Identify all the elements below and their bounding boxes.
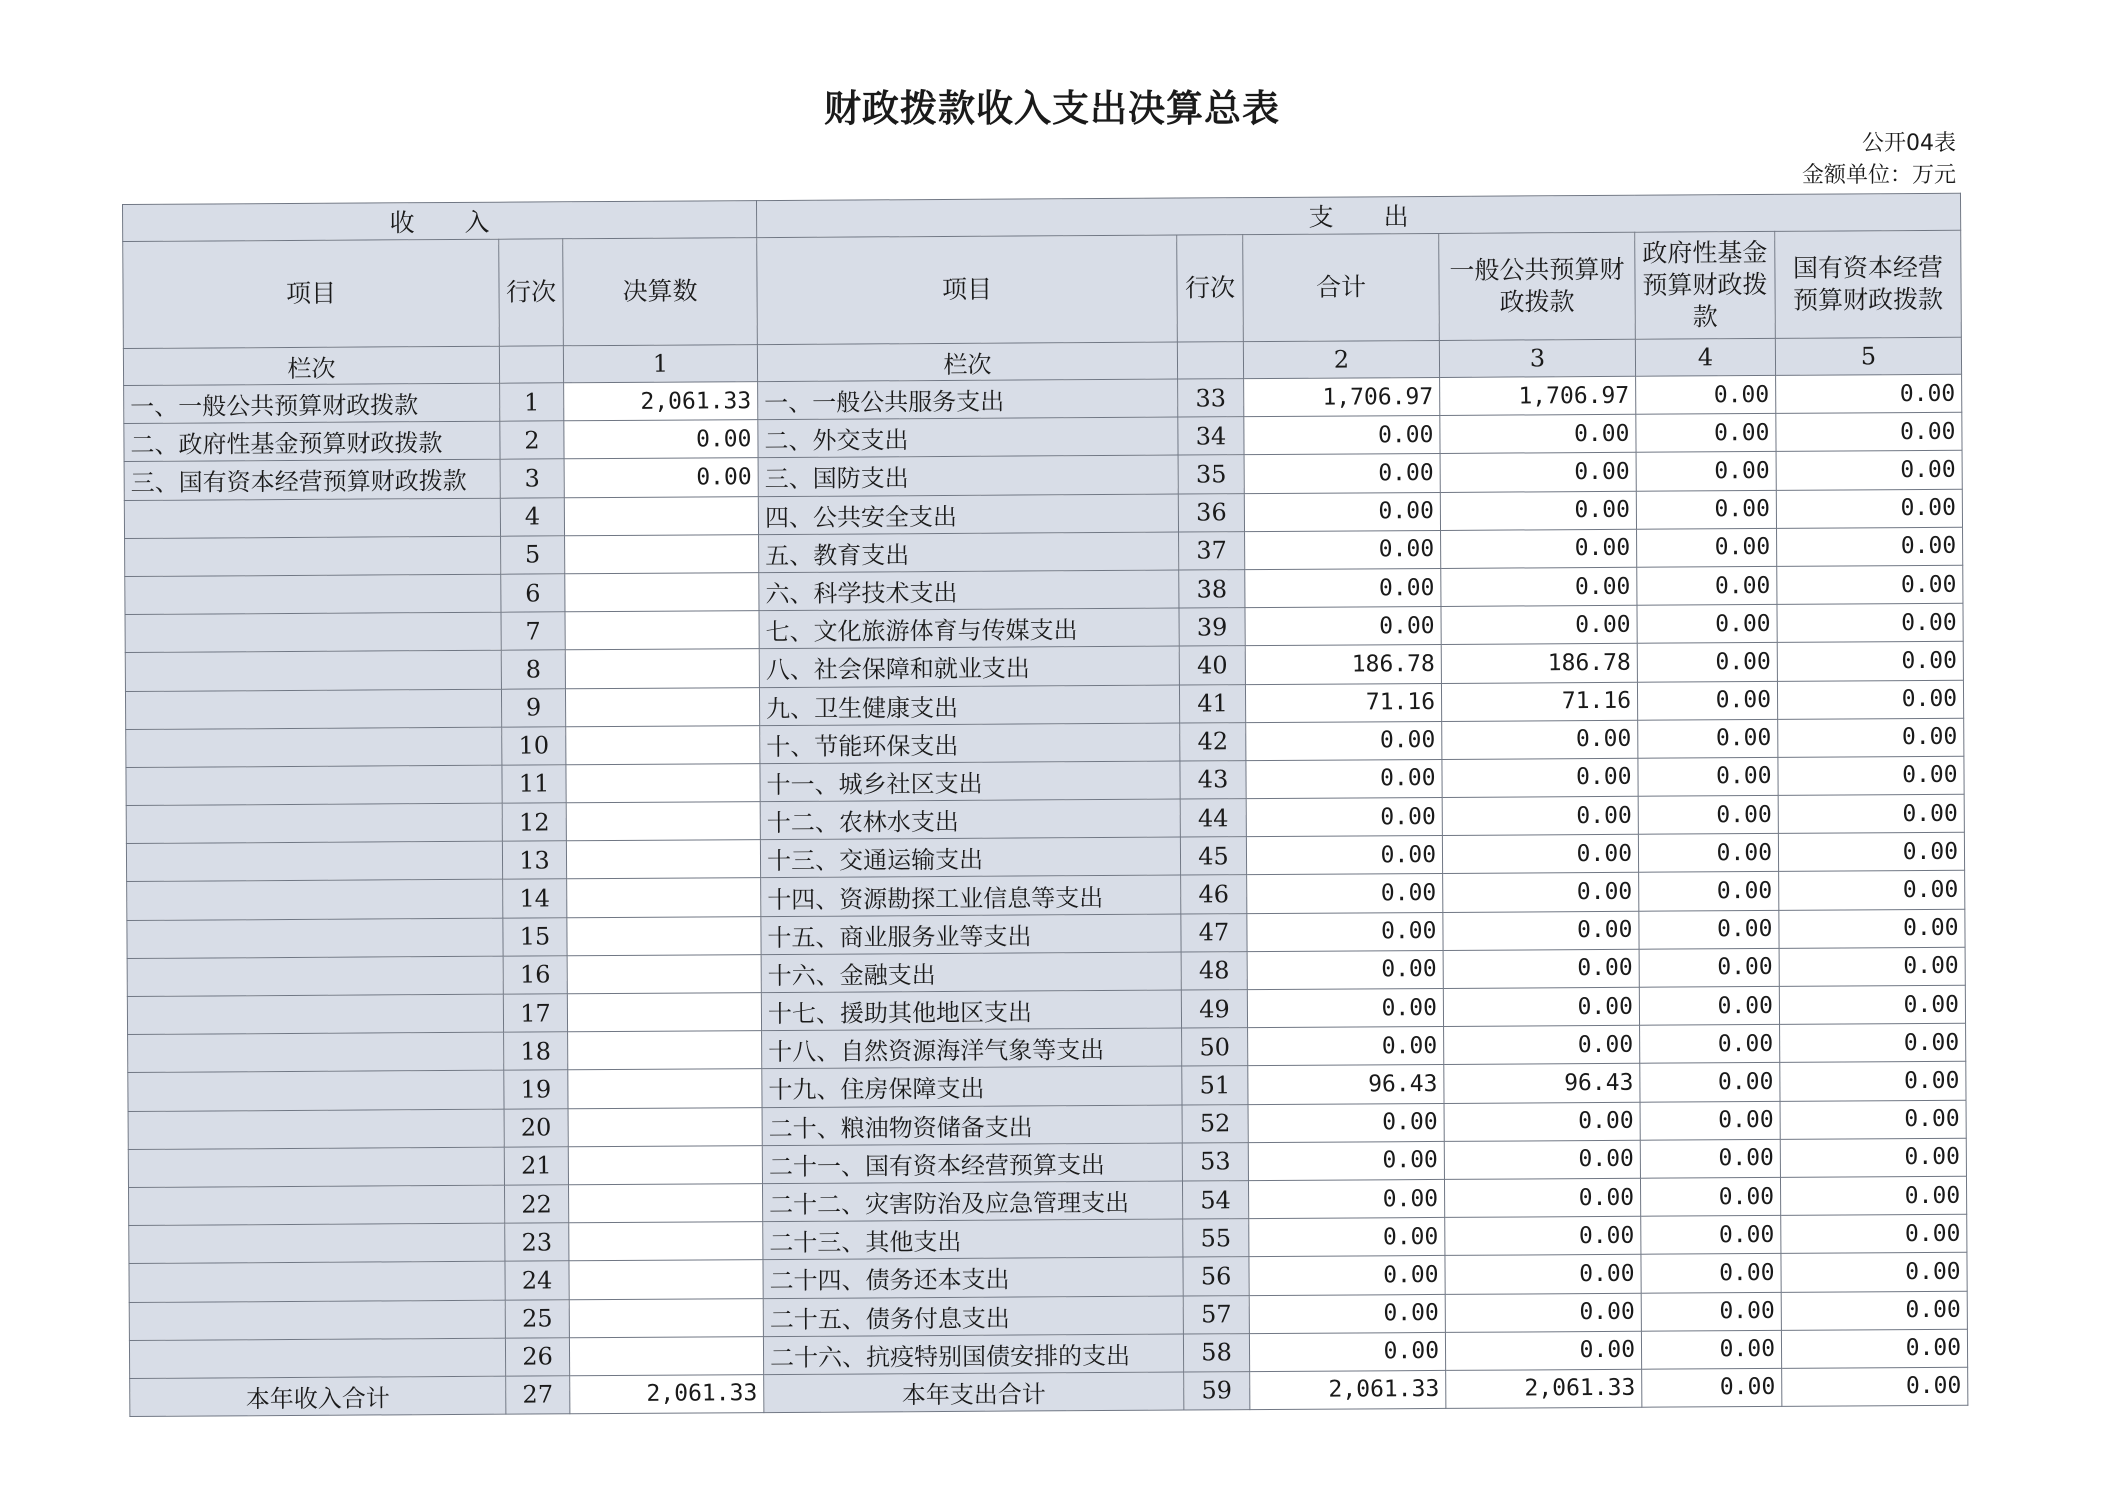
expense-total-cell: 0.00 (1247, 874, 1443, 913)
income-item-cell (127, 880, 503, 920)
expense-capital-cell: 0.00 (1778, 833, 1964, 872)
col-label: 栏次 (123, 346, 499, 385)
expense-capital-cell: 0.00 (1781, 1329, 1967, 1368)
expense-total-capital: 0.00 (1782, 1367, 1968, 1406)
final-accounts-table (122, 193, 1967, 1414)
expense-general-cell: 0.00 (1441, 605, 1637, 644)
expense-total-general: 2,061.33 (1446, 1369, 1642, 1408)
expense-fund-cell: 0.00 (1639, 910, 1779, 949)
expense-fund-cell: 0.00 (1638, 834, 1778, 873)
income-item-cell (126, 841, 502, 881)
income-amount-cell (565, 573, 759, 612)
expense-general-cell: 0.00 (1442, 758, 1638, 797)
income-item-cell: 一、一般公共预算财政拨款 (124, 383, 500, 423)
income-amount-cell: 0.00 (564, 420, 758, 459)
expense-item-cell: 十一、城乡社区支出 (760, 761, 1180, 802)
income-row-no-cell: 13 (502, 841, 566, 880)
expense-total-cell: 0.00 (1247, 950, 1443, 989)
expense-total-amount: 2,061.33 (1250, 1370, 1446, 1409)
expense-total-cell: 71.16 (1245, 683, 1441, 722)
income-row-no-cell: 5 (501, 536, 565, 575)
expense-capital-cell: 0.00 (1776, 489, 1962, 528)
expense-total-cell: 0.00 (1247, 912, 1443, 951)
income-amount-cell (566, 840, 760, 879)
expense-row-no-cell: 55 (1183, 1219, 1249, 1258)
income-amount-cell (567, 954, 761, 993)
expense-row-no-cell: 52 (1182, 1104, 1248, 1143)
expense-capital-cell: 0.00 (1777, 680, 1963, 719)
expense-capital-cell: 0.00 (1777, 565, 1963, 604)
expense-total-cell: 0.00 (1246, 759, 1442, 798)
expense-row-no-cell: 58 (1183, 1333, 1249, 1372)
expense-total-cell: 0.00 (1247, 988, 1443, 1027)
expense-total-no: 59 (1184, 1372, 1250, 1411)
income-amount-cell (566, 763, 760, 802)
income-amount-cell (567, 916, 761, 955)
expense-capital-cell: 0.00 (1778, 794, 1964, 833)
expense-total-cell: 0.00 (1248, 1179, 1444, 1218)
expense-item-cell: 十七、援助其他地区支出 (761, 990, 1181, 1031)
income-total-amount: 2,061.33 (570, 1374, 764, 1413)
expense-general-cell: 1,706.97 (1440, 376, 1636, 415)
expense-row-no-cell: 47 (1181, 913, 1247, 952)
expense-item-cell: 九、卫生健康支出 (759, 685, 1179, 726)
total-header: 合计 (1243, 233, 1440, 341)
expense-capital-cell: 0.00 (1779, 909, 1965, 948)
expense-item-cell: 八、社会保障和就业支出 (759, 646, 1179, 687)
expense-general-cell: 0.00 (1445, 1293, 1641, 1332)
expense-item-header: 项目 (757, 235, 1178, 345)
expense-row-no-header: 行次 (1177, 235, 1244, 342)
income-row-no-cell: 12 (502, 803, 566, 842)
income-item-cell (124, 498, 500, 538)
expense-row-no-cell: 43 (1180, 761, 1246, 800)
expense-total-cell: 0.00 (1249, 1256, 1445, 1295)
expense-item-cell: 二十五、债务付息支出 (763, 1296, 1183, 1337)
exp-col-label: 栏次 (757, 342, 1177, 382)
income-row-no-cell: 8 (501, 650, 565, 689)
income-row-no-cell: 1 (500, 383, 564, 422)
expense-row-no-cell: 37 (1179, 531, 1245, 570)
expense-general-cell: 0.00 (1444, 1178, 1640, 1217)
income-amount-cell: 2,061.33 (564, 382, 758, 421)
expense-item-cell: 二十六、抗疫特别国债安排的支出 (763, 1334, 1183, 1375)
expense-total-fund: 0.00 (1642, 1368, 1782, 1407)
expense-general-cell: 0.00 (1443, 911, 1639, 950)
expense-general-cell: 0.00 (1443, 987, 1639, 1026)
income-item-cell (125, 574, 501, 614)
income-row-no-cell: 21 (504, 1147, 568, 1186)
income-amount-cell (569, 1336, 763, 1375)
income-row-no-cell: 16 (503, 956, 567, 995)
expense-fund-cell: 0.00 (1636, 452, 1776, 491)
expense-row-no-cell: 41 (1179, 684, 1245, 723)
expense-row-no-cell: 48 (1181, 951, 1247, 990)
income-amount-cell (567, 993, 761, 1032)
income-item-header: 项目 (123, 239, 500, 348)
expense-fund-cell: 0.00 (1636, 414, 1776, 453)
expense-capital-cell: 0.00 (1776, 374, 1962, 413)
income-amount-cell (568, 1184, 762, 1223)
expense-fund-cell: 0.00 (1638, 757, 1778, 796)
expense-total-cell: 0.00 (1245, 530, 1441, 569)
expense-general-cell: 0.00 (1445, 1216, 1641, 1255)
income-row-no-cell: 7 (501, 612, 565, 651)
income-amount-cell (566, 802, 760, 841)
expense-general-cell: 0.00 (1445, 1331, 1641, 1370)
expense-item-cell: 十九、住房保障支出 (762, 1066, 1182, 1107)
expense-general-cell: 0.00 (1443, 949, 1639, 988)
expense-item-cell: 五、教育支出 (759, 532, 1179, 573)
expense-general-cell: 0.00 (1442, 834, 1638, 873)
expense-fund-cell: 0.00 (1640, 1101, 1780, 1140)
expense-general-cell: 186.78 (1441, 644, 1637, 683)
income-item-cell (129, 1338, 505, 1378)
income-amount-cell (568, 1107, 762, 1146)
income-row-no-cell: 25 (505, 1299, 569, 1338)
expense-capital-cell: 0.00 (1780, 1100, 1966, 1139)
expense-row-no-cell: 34 (1178, 417, 1244, 456)
table-code: 公开04表 (1862, 131, 1956, 156)
expense-fund-cell: 0.00 (1637, 605, 1777, 644)
income-row-no-cell: 23 (505, 1223, 569, 1262)
expense-total-cell: 186.78 (1245, 645, 1441, 684)
expense-item-cell: 十六、金融支出 (761, 952, 1181, 993)
income-item-cell (128, 1109, 504, 1149)
income-item-cell (129, 1300, 505, 1340)
expense-capital-cell: 0.00 (1780, 1062, 1966, 1101)
expense-general-cell: 0.00 (1444, 1025, 1640, 1064)
income-item-cell (125, 536, 501, 576)
income-item-cell (125, 689, 501, 729)
income-amount-cell (569, 1222, 763, 1261)
expense-item-cell: 十二、农林水支出 (760, 799, 1180, 840)
expense-fund-cell: 0.00 (1638, 795, 1778, 834)
expense-fund-cell: 0.00 (1640, 1063, 1780, 1102)
expense-fund-cell: 0.00 (1636, 375, 1776, 414)
expense-row-no-cell: 40 (1179, 646, 1245, 685)
income-item-cell (127, 956, 503, 996)
expense-row-no-cell: 46 (1181, 875, 1247, 914)
expense-capital-cell: 0.00 (1780, 1176, 1966, 1215)
income-amount-cell (565, 534, 759, 573)
expense-fund-cell: 0.00 (1640, 1177, 1780, 1216)
expense-row-no-cell: 33 (1178, 379, 1244, 418)
expense-fund-cell: 0.00 (1637, 566, 1777, 605)
expense-total-cell: 0.00 (1245, 607, 1441, 646)
expense-item-cell: 二十四、债务还本支出 (763, 1257, 1183, 1298)
income-amount-cell (565, 687, 759, 726)
col-5-label: 5 (1775, 337, 1961, 375)
final-amount-header: 决算数 (563, 238, 758, 346)
col-2-label: 2 (1243, 340, 1439, 378)
expense-row-no-cell: 56 (1183, 1257, 1249, 1296)
income-item-cell (126, 803, 502, 843)
expense-fund-cell: 0.00 (1639, 872, 1779, 911)
state-capital-header: 国有资本经营预算财政拨款 (1775, 230, 1962, 338)
expense-fund-cell: 0.00 (1638, 719, 1778, 758)
expense-total-cell: 0.00 (1248, 1103, 1444, 1142)
expense-capital-cell: 0.00 (1777, 642, 1963, 681)
income-amount-cell (568, 1145, 762, 1184)
income-row-no-cell: 22 (505, 1185, 569, 1224)
income-item-cell (127, 994, 503, 1034)
expense-row-no-cell: 38 (1179, 570, 1245, 609)
expense-total-cell: 1,706.97 (1244, 377, 1440, 416)
expense-fund-cell: 0.00 (1637, 528, 1777, 567)
page-title: 财政拨款收入支出决算总表 (824, 87, 1280, 130)
income-item-cell (128, 1147, 504, 1187)
expense-total-cell: 0.00 (1244, 492, 1440, 531)
expense-fund-cell: 0.00 (1640, 1025, 1780, 1064)
expense-capital-cell: 0.00 (1780, 1138, 1966, 1177)
income-row-no-cell: 14 (503, 879, 567, 918)
income-item-cell (125, 651, 501, 691)
expense-capital-cell: 0.00 (1781, 1291, 1967, 1330)
income-item-cell (127, 918, 503, 958)
expense-item-cell: 二十、粮油物资储备支出 (762, 1105, 1182, 1146)
income-item-cell: 二、政府性基金预算财政拨款 (124, 421, 500, 461)
expense-capital-cell: 0.00 (1777, 603, 1963, 642)
expense-capital-cell: 0.00 (1776, 412, 1962, 451)
expense-general-cell: 0.00 (1441, 529, 1637, 568)
expense-fund-cell: 0.00 (1641, 1216, 1781, 1255)
expense-fund-cell: 0.00 (1641, 1330, 1781, 1369)
income-item-cell (129, 1223, 505, 1263)
expense-general-cell: 0.00 (1442, 720, 1638, 759)
expense-fund-cell: 0.00 (1639, 948, 1779, 987)
expense-item-cell: 十八、自然资源海洋气象等支出 (762, 1028, 1182, 1069)
income-item-cell (128, 1071, 504, 1111)
income-row-no-cell: 15 (503, 917, 567, 956)
expense-fund-cell: 0.00 (1637, 681, 1777, 720)
expense-row-no-cell: 44 (1180, 799, 1246, 838)
expense-row-no-cell: 36 (1178, 493, 1244, 532)
expense-capital-cell: 0.00 (1779, 985, 1965, 1024)
expense-total-cell: 0.00 (1249, 1332, 1445, 1371)
income-row-no-header: 行次 (499, 239, 564, 346)
income-total-no: 27 (506, 1376, 570, 1415)
income-item-cell (129, 1185, 505, 1225)
expense-fund-cell: 0.00 (1636, 490, 1776, 529)
expense-total-label: 本年支出合计 (764, 1372, 1184, 1413)
income-row-no-cell: 9 (501, 688, 565, 727)
income-row-no-cell: 3 (500, 459, 564, 498)
expense-fund-cell: 0.00 (1641, 1254, 1781, 1293)
expense-header: 支 出 (756, 193, 1960, 237)
expense-general-cell: 0.00 (1443, 873, 1639, 912)
expense-item-cell: 二十一、国有资本经营预算支出 (762, 1143, 1182, 1184)
income-row-no-cell: 17 (503, 994, 567, 1033)
expense-row-no-cell: 51 (1182, 1066, 1248, 1105)
expense-total-cell: 0.00 (1246, 836, 1442, 875)
expense-total-cell: 96.43 (1248, 1065, 1444, 1104)
income-amount-cell (569, 1260, 763, 1299)
expense-item-cell: 十五、商业服务业等支出 (761, 914, 1181, 955)
expense-row-no-cell: 57 (1183, 1295, 1249, 1334)
income-row-no-cell: 10 (502, 726, 566, 765)
expense-capital-cell: 0.00 (1778, 756, 1964, 795)
expense-total-cell: 0.00 (1249, 1294, 1445, 1333)
expense-capital-cell: 0.00 (1778, 718, 1964, 757)
expense-row-no-cell: 45 (1180, 837, 1246, 876)
income-amount-cell: 0.00 (564, 458, 758, 497)
expense-item-cell: 十、节能环保支出 (760, 723, 1180, 764)
expense-fund-cell: 0.00 (1641, 1292, 1781, 1331)
income-row-no-cell: 4 (500, 497, 564, 536)
expense-fund-cell: 0.00 (1637, 643, 1777, 682)
expense-fund-cell: 0.00 (1640, 1139, 1780, 1178)
expense-general-cell: 0.00 (1440, 453, 1636, 492)
income-amount-cell (568, 1069, 762, 1108)
income-row-no-cell: 11 (502, 765, 566, 804)
expense-item-cell: 十四、资源勘探工业信息等支出 (761, 875, 1181, 916)
expense-item-cell: 二十三、其他支出 (763, 1219, 1183, 1260)
expense-item-cell: 二十二、灾害防治及应急管理支出 (762, 1181, 1182, 1222)
expense-item-cell: 一、一般公共服务支出 (758, 379, 1178, 420)
expense-item-cell: 十三、交通运输支出 (760, 837, 1180, 878)
expense-item-cell: 二、外交支出 (758, 417, 1178, 458)
col-1-label: 1 (563, 345, 757, 383)
income-item-cell (126, 727, 502, 767)
expense-row-no-cell: 49 (1181, 990, 1247, 1029)
expense-total-cell: 0.00 (1246, 798, 1442, 837)
expense-total-cell: 0.00 (1248, 1141, 1444, 1180)
expense-capital-cell: 0.00 (1777, 527, 1963, 566)
expense-capital-cell: 0.00 (1781, 1253, 1967, 1292)
expense-general-cell: 71.16 (1441, 682, 1637, 721)
expense-total-cell: 0.00 (1244, 454, 1440, 493)
income-item-cell (129, 1261, 505, 1301)
income-amount-cell (566, 725, 760, 764)
income-row-no-cell: 18 (504, 1032, 568, 1071)
expense-row-no-cell: 53 (1182, 1142, 1248, 1181)
expense-total-cell: 0.00 (1248, 1027, 1444, 1066)
income-row-no-cell: 6 (501, 574, 565, 613)
expense-total-cell: 0.00 (1246, 721, 1442, 760)
income-amount-cell (569, 1298, 763, 1337)
expense-row-no-cell: 42 (1180, 722, 1246, 761)
income-item-cell (125, 612, 501, 652)
expense-item-cell: 七、文化旅游体育与传媒支出 (759, 608, 1179, 649)
income-amount-cell (565, 649, 759, 688)
income-item-cell (126, 765, 502, 805)
income-amount-cell (565, 611, 759, 650)
expense-capital-cell: 0.00 (1776, 451, 1962, 490)
expense-row-no-cell: 39 (1179, 608, 1245, 647)
expense-item-cell: 六、科学技术支出 (759, 570, 1179, 611)
exp-col-blank (1177, 342, 1243, 379)
expense-item-cell: 四、公共安全支出 (758, 494, 1178, 535)
income-total-label: 本年收入合计 (130, 1376, 506, 1416)
income-row-no-cell: 26 (505, 1337, 569, 1376)
income-row-no-cell: 24 (505, 1261, 569, 1300)
unit-label: 金额单位：万元 (1801, 163, 1956, 188)
income-row-no-cell: 2 (500, 421, 564, 460)
income-row-no-cell: 19 (504, 1070, 568, 1109)
expense-general-cell: 0.00 (1440, 414, 1636, 453)
expense-total-cell: 0.00 (1245, 568, 1441, 607)
expense-general-cell: 0.00 (1441, 567, 1637, 606)
general-budget-header: 一般公共预算财政拨款 (1439, 232, 1636, 340)
income-item-cell (128, 1032, 504, 1072)
expense-item-cell: 三、国防支出 (758, 455, 1178, 496)
expense-capital-cell: 0.00 (1780, 1023, 1966, 1062)
expense-capital-cell: 0.00 (1779, 947, 1965, 986)
expense-general-cell: 0.00 (1444, 1102, 1640, 1141)
expense-general-cell: 0.00 (1440, 491, 1636, 530)
income-amount-cell (564, 496, 758, 535)
expense-total-cell: 0.00 (1244, 416, 1440, 455)
income-header: 收 入 (123, 201, 757, 242)
expense-row-no-cell: 35 (1178, 455, 1244, 494)
income-item-cell: 三、国有资本经营预算财政拨款 (124, 460, 500, 500)
expense-fund-cell: 0.00 (1639, 986, 1779, 1025)
expense-general-cell: 0.00 (1445, 1255, 1641, 1294)
col-4-label: 4 (1635, 338, 1775, 376)
income-amount-cell (567, 878, 761, 917)
expense-capital-cell: 0.00 (1781, 1214, 1967, 1253)
col-3-label: 3 (1439, 339, 1635, 377)
income-amount-cell (568, 1031, 762, 1070)
expense-row-no-cell: 50 (1182, 1028, 1248, 1067)
expense-total-cell: 0.00 (1249, 1218, 1445, 1257)
expense-general-cell: 0.00 (1442, 796, 1638, 835)
expense-general-cell: 0.00 (1444, 1140, 1640, 1179)
expense-general-cell: 96.43 (1444, 1064, 1640, 1103)
expense-capital-cell: 0.00 (1779, 871, 1965, 910)
col-blank (499, 346, 563, 383)
expense-row-no-cell: 54 (1182, 1181, 1248, 1220)
gov-fund-header: 政府性基金预算财政拨款 (1635, 231, 1776, 339)
income-row-no-cell: 20 (504, 1108, 568, 1147)
